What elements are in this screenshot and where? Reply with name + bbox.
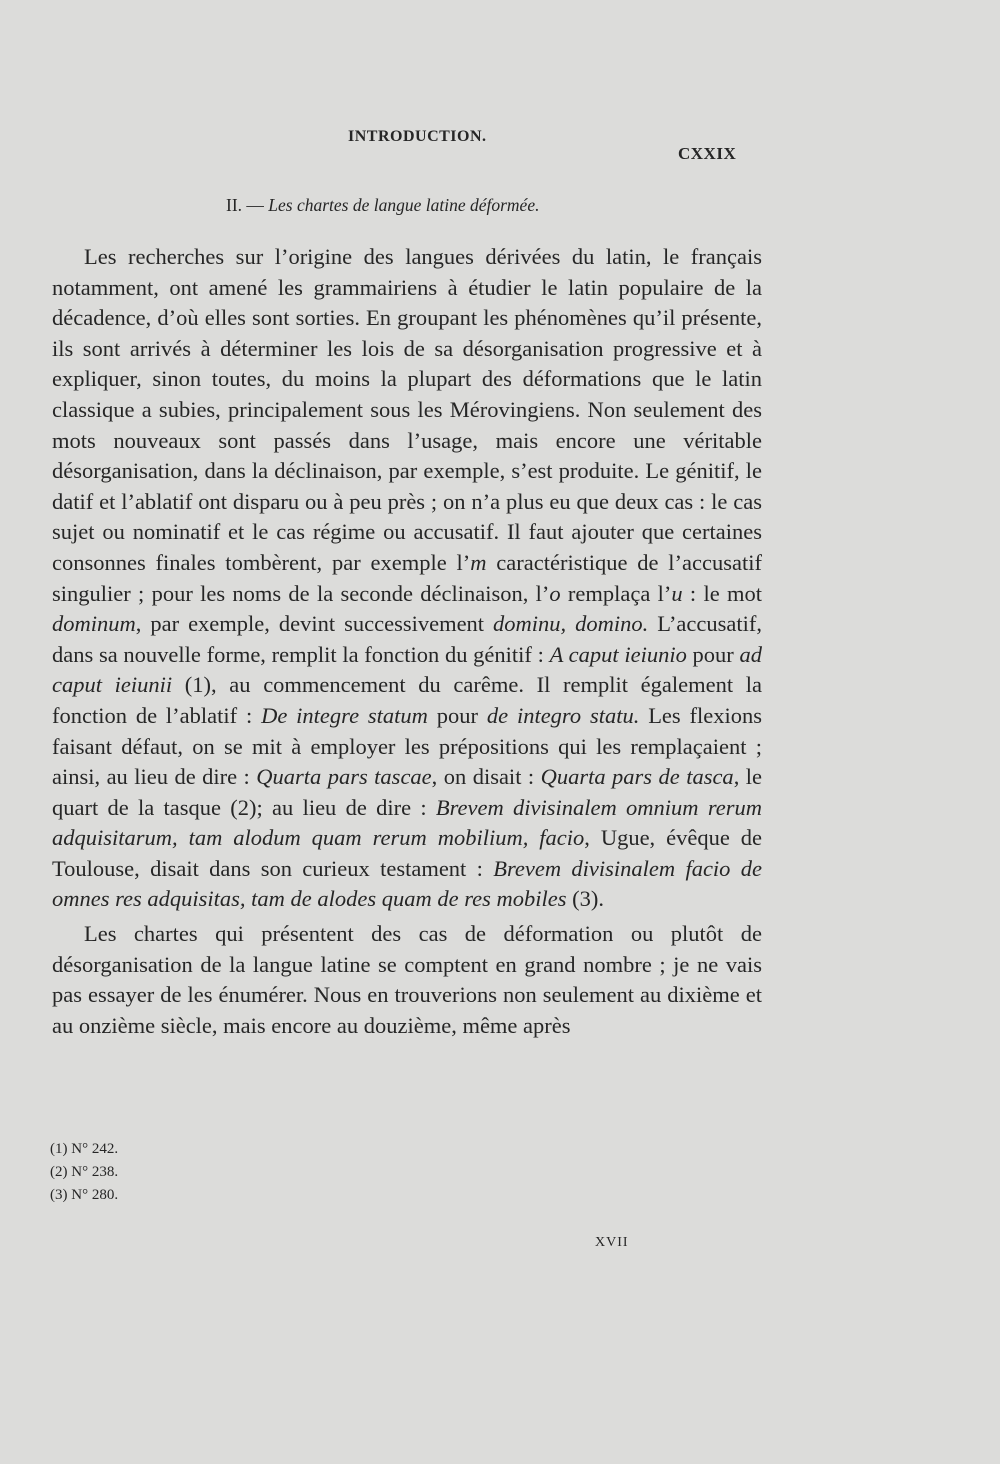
text-run: , le quart de la tasque (2); au lieu de dire : <box>52 764 762 820</box>
section-title <box>226 195 539 216</box>
text-run: L’accusatif, dans sa nouvelle forme, remplit la fonction du génitif : <box>52 611 763 667</box>
text-run: Les recherches sur l’origine des langues dérivées du latin, le français notamment, ont amené les grammairiens à étudier le latin populaire de la décadence, d’où elles sont sorties. En groupant les phénomènes qu’il présente, ils sont arrivés à déterminer les lois de sa désorganisation progressive et à expliquer, sinon toutes, du moins la plupart des déformations que le latin classique a subies, principalement sous les Mérovingiens. Non seulement des mots nouveaux sont passés dans l’usage, mais encore une véritable désorganisation, dans la déclinaison, par exemple, s’est produite. Le génitif, le datif et l’ablatif ont disparu ou à peu près ; on n’a plus eu que deux cas : le cas sujet ou nominatif et le cas régime ou accusatif. Il faut ajouter que certaines consonnes finales tombèrent, par exemple l’ <box>52 244 762 575</box>
italic-text: Quarta pars tascae <box>256 764 432 790</box>
italic-text: Brevem divisinalem facio de omnes res adquisitas, tam de alodes quam de res mobiles <box>52 855 762 912</box>
text-run: remplaça l’ <box>560 580 672 606</box>
italic-text: dominum <box>52 611 136 637</box>
text-run: : le mot <box>682 580 762 606</box>
paragraph-2 <box>52 919 762 1041</box>
footnote-1: (1) N° 242. <box>50 1141 119 1157</box>
text-run: Les flexions faisant défaut, on se mit à employer les prépositions qui les remplaçaient ; ainsi, au lieu de dire : <box>52 702 763 790</box>
italic-text: de integro statu. <box>486 702 640 728</box>
footnote-2: (2) N° 238. <box>50 1164 119 1180</box>
italic-text: A caput ieiunio <box>549 641 687 667</box>
signature-mark: XVII <box>595 1235 629 1250</box>
text-run: pour <box>686 641 740 667</box>
text-run: caractéristique de l’accusatif singulier ; pour les noms de la seconde déclinaison, l’ <box>52 549 762 606</box>
page-number: CXXIX <box>678 144 737 163</box>
italic-text: Quarta pars de tasca <box>540 764 734 790</box>
italic-text: Brevem divisinalem omnium rerum adquisitarum, tam alodum quam rerum mobilium, facio <box>52 794 762 851</box>
text-run: (3). <box>566 886 605 912</box>
running-head: INTRODUCTION. <box>348 128 487 145</box>
text-run: pour <box>427 702 487 728</box>
footnotes <box>50 1138 118 1207</box>
text-run: Les chartes qui présentent des cas de déformation ou plutôt de désorganisation de la langue latine se comptent en grand nombre ; je ne vais pas essayer de les énumérer. Nous en trouverions non seulement au dixième et au onzième siècle, mais encore au douzième, même après <box>52 921 762 1038</box>
section-title-text: Les chartes de langue latine déformée. <box>268 195 540 215</box>
italic-text: dominu, domino. <box>493 611 649 637</box>
paragraph-1 <box>52 242 762 915</box>
body-text <box>52 242 762 1041</box>
italic-text: o <box>549 580 561 606</box>
italic-text: u <box>671 580 683 606</box>
footnote-3: (3) N° 280. <box>50 1187 119 1203</box>
text-run: , on disait : <box>431 764 541 790</box>
text-run: , par exemple, devint successivement <box>135 611 494 637</box>
section-number: II. — <box>226 195 264 215</box>
italic-text: De integre statum <box>261 702 428 728</box>
text-run: , Ugue, évêque de Toulouse, disait dans son curieux testament : <box>52 825 762 881</box>
text-run: (1), au commencement du carême. Il remplit également la fonction de l’ablatif : <box>52 672 763 728</box>
italic-text: ad caput ieiunii <box>52 641 762 698</box>
italic-text: m <box>470 549 487 575</box>
